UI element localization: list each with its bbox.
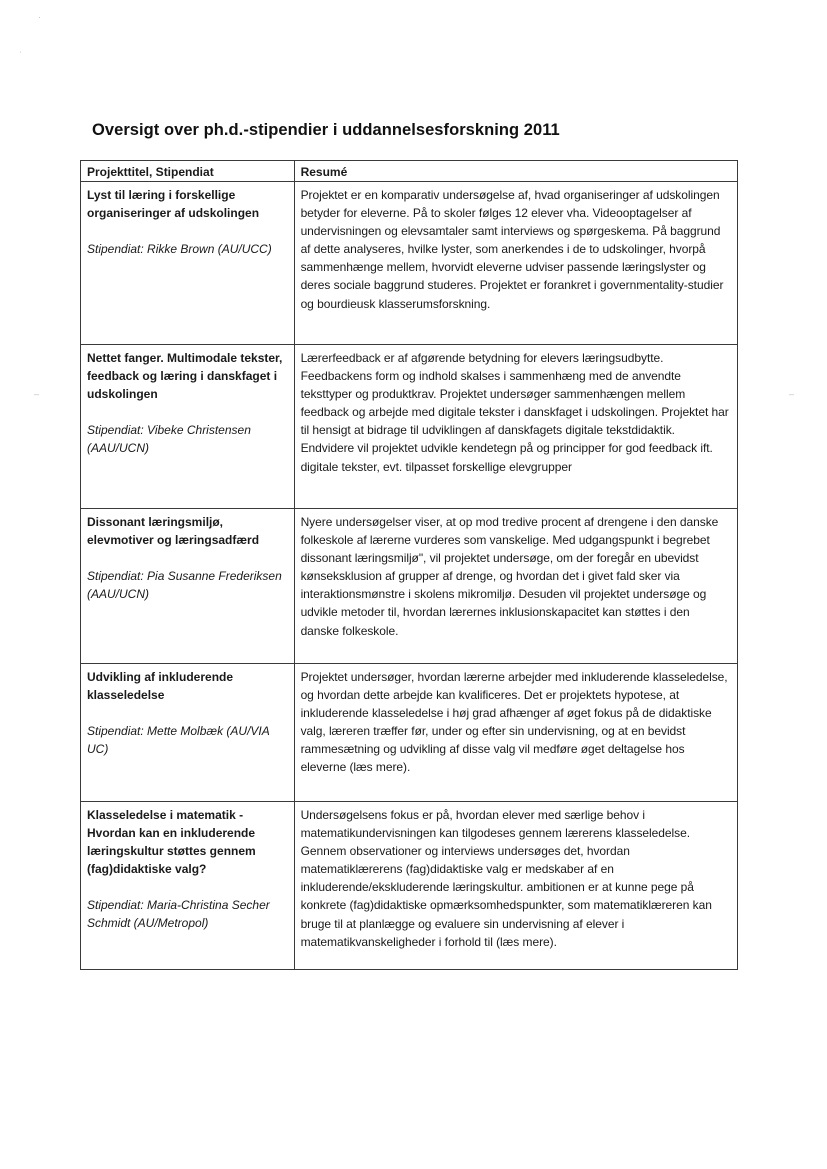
- scan-speck: ·: [38, 12, 41, 22]
- project-cell: [81, 509, 295, 664]
- project-title: Lyst til læring i forskellige organiseringer af udskolingen: [87, 188, 260, 221]
- project-title: Dissonant læringsmiljø, elevmotiver og læringsadfærd: [87, 515, 260, 548]
- table-row: [81, 664, 738, 802]
- table-row: [81, 509, 738, 664]
- project-cell: [81, 802, 295, 970]
- project-fellow: Stipendiat: Pia Susanne Frederiksen (AAU/UCN): [87, 569, 282, 602]
- project-summary: Nyere undersøgelser viser, at op mod tredive procent af drengene i den danske folkeskole af lærerne vurderes som vanskelige. Med udgangspunkt i begrebet dissonant læringsmiljø", vil projektet undersøge, om der foregår en ubevidst kønseksklusion af grupper af drenge, og hvordan det i givet fald sker via interaktionsmønstre i skolens mikromiljø. Desuden vil projektet undersøge og udvikle metoder til, hvordan lærernes inklusionskapacitet kan støttes i den danske folkeskole.: [294, 509, 737, 664]
- project-title: Udvikling af inkluderende klasseledelse: [87, 670, 234, 703]
- project-summary: Undersøgelsens fokus er på, hvordan elever med særlige behov i matematikundervisningen kan tilgodeses gennem lærerens klasseledelse. Gennem observationer og interviews undersøges det, hvordan matematiklærerens (fag)didaktiske valg er medskaber af en inkluderende/ekskluderende læringskultur. ambitionen er at kunne pege på konkrete (fag)didaktiske opmærksomhedspunkter, som matematiklæreren kan bruge til at planlægge og evaluere sin undervisning af elever i matematikvanskeligheder i forhold til (læs mere).: [294, 802, 737, 970]
- page-title: Oversigt over ph.d.-stipendier i uddannelsesforskning 2011: [92, 121, 560, 139]
- project-title: Klasseledelse i matematik - Hvordan kan en inkluderende læringskultur støttes gennem (fag)didaktiske valg?: [87, 808, 256, 877]
- project-cell: [81, 664, 295, 802]
- project-summary: Projektet er en komparativ undersøgelse af, hvad organiseringer af udskolingen betyder for eleverne. På to skoler følges 12 elever vha. Videooptagelser af undervisningen og elevsamtaler samt interviews og spørgeskema. På baggrund af dette analyseres, hvilke lyster, som anerkendes i de to udskolinger, hvorpå sammenhænge mellem, hvorvidt eleverne udviser passende læringslyster og deres sociale baggrund studeres. Projektet er forankret i governmentality-studier og bourdieusk klasserumsforskning.: [294, 182, 737, 345]
- project-cell: [81, 345, 295, 509]
- project-summary: Projektet undersøger, hvordan lærerne arbejder med inkluderende klasseledelse, og hvordan dette arbejde kan kvalificeres. Det er projektets hypotese, at inkluderende klasseledelse i høj grad afhænger af øget fokus på de didaktiske valg, læreren træffer før, under og efter sin undervisning, og at en bevidst rammesætning og udvikling af disse valg vil medføre øget deltagelse hos eleverne (læs mere).: [294, 664, 737, 802]
- project-cell: [81, 182, 295, 345]
- project-summary: Lærerfeedback er af afgørende betydning for elevers læringsudbytte. Feedbackens form og indhold skalses i sammenhæng med de anvendte teksttyper og produktkrav. Projektet undersøger sammenhængen mellem feedback og arbejde med digitale tekster i danskfaget i udskolingen. Projektet har til hensigt at bidrage til udviklingen af danskfagets digitale tekstdidaktik. Endvidere vil projektet udvikle kendetegn på og principper for god feedback ift. digitale tekster, evt. tilpasset forskellige elevgrupper: [294, 345, 737, 509]
- column-header-project: Projekttitel, Stipendiat: [81, 161, 295, 182]
- scan-speck: –: [789, 389, 795, 399]
- table-row: [81, 802, 738, 970]
- project-fellow: Stipendiat: Mette Molbæk (AU/VIA UC): [87, 724, 270, 757]
- table-row: [81, 182, 738, 345]
- project-fellow: Stipendiat: Rikke Brown (AU/UCC): [87, 242, 272, 257]
- grants-table: [80, 160, 738, 970]
- project-fellow: Stipendiat: Vibeke Christensen (AAU/UCN): [87, 423, 251, 456]
- project-title: Nettet fanger. Multimodale tekster, feedback og læring i danskfaget i udskolingen: [87, 351, 283, 402]
- project-fellow: Stipendiat: Maria-Christina Secher Schmidt (AU/Metropol): [87, 898, 270, 931]
- scan-speck: ˌ: [19, 43, 22, 53]
- table-header-row: [81, 161, 738, 182]
- scan-speck: –: [34, 389, 40, 399]
- table-row: [81, 345, 738, 509]
- column-header-summary: Resumé: [294, 161, 737, 182]
